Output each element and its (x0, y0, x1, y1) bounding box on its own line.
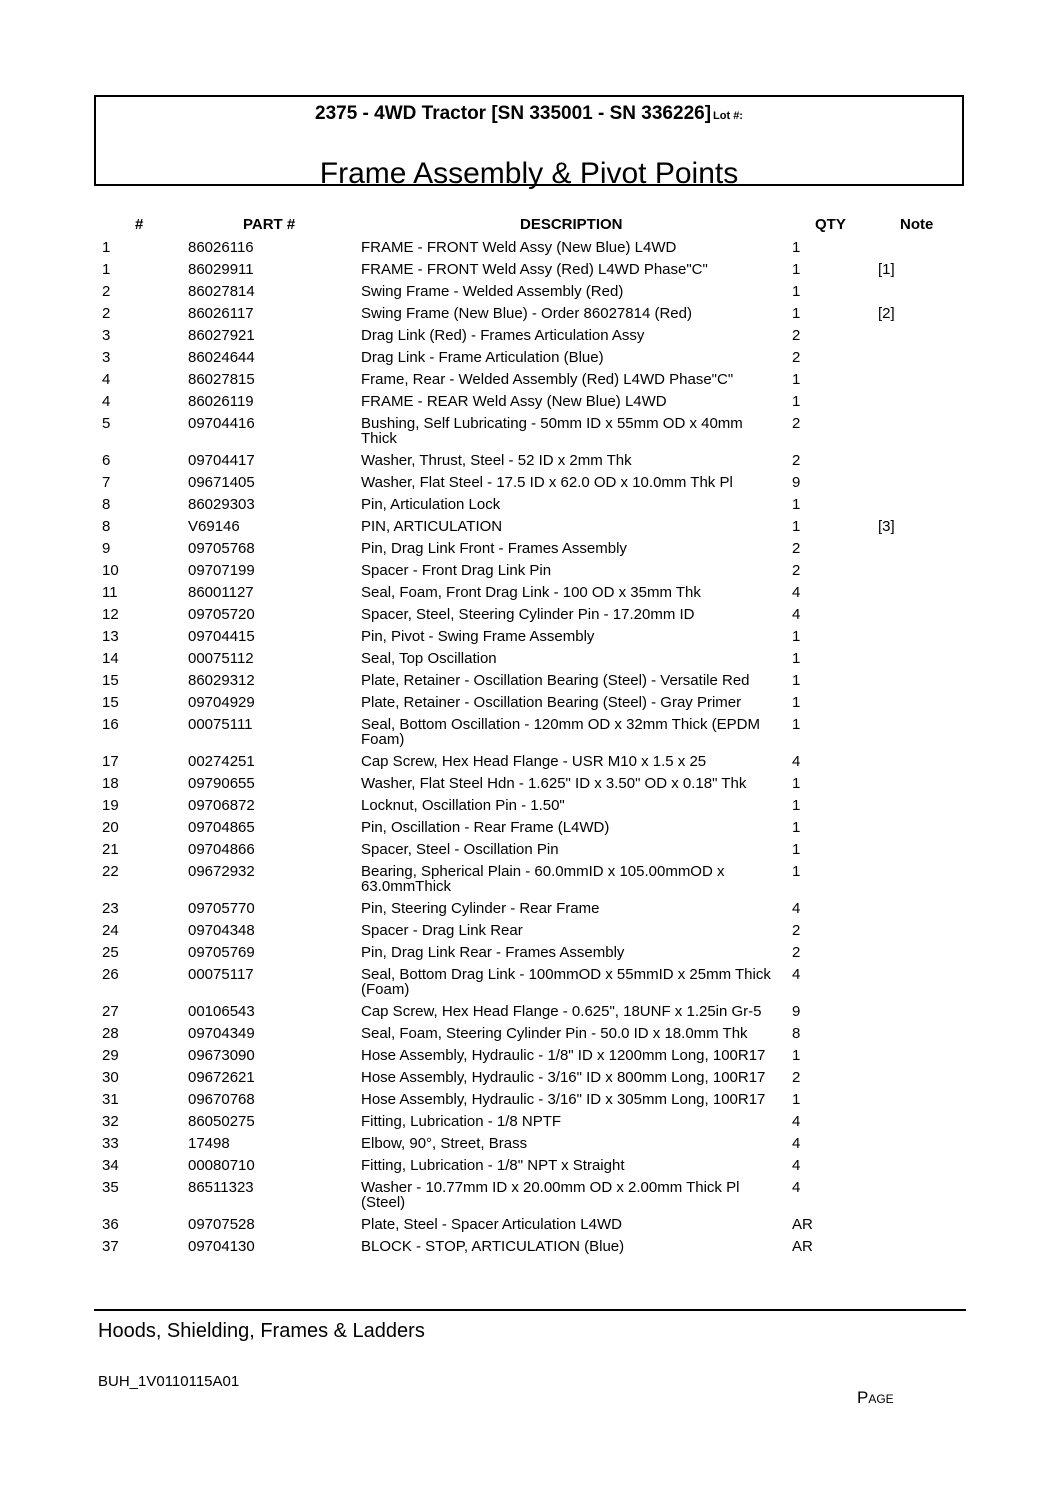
table-row (0, 539, 1060, 561)
quantity: 9 (792, 1003, 801, 1020)
quantity: 1 (792, 863, 801, 880)
table-row (0, 1002, 1060, 1024)
item-number: 22 (102, 863, 119, 880)
header-box (94, 95, 964, 190)
description: Seal, Top Oscillation (361, 650, 497, 667)
column-header-part: PART # (243, 216, 296, 233)
item-number: 25 (102, 944, 119, 961)
quantity: 1 (792, 672, 801, 689)
description: Swing Frame (New Blue) - Order 86027814 (Red) (361, 305, 692, 322)
table-row (0, 796, 1060, 818)
column-header-description: DESCRIPTION (520, 216, 623, 233)
quantity: 1 (792, 239, 801, 256)
description: Drag Link - Frame Articulation (Blue) (361, 349, 604, 366)
part-number: 09705770 (188, 900, 255, 917)
page-label: Page (857, 1388, 894, 1407)
part-number: 86050275 (188, 1113, 255, 1130)
part-number: 09706872 (188, 797, 255, 814)
description: Pin, Drag Link Front - Frames Assembly (361, 540, 627, 557)
part-number: 00075111 (188, 716, 253, 733)
table-row (0, 627, 1060, 649)
description: Pin, Drag Link Rear - Frames Assembly (361, 944, 625, 961)
part-number: 00075112 (188, 650, 254, 667)
part-number: 09704349 (188, 1025, 255, 1042)
item-number: 18 (102, 775, 119, 792)
description: Frame, Rear - Welded Assembly (Red) L4WD Phase"C" (361, 371, 734, 388)
model-serial-title: 2375 - 4WD Tractor [SN 335001 - SN 336226] (315, 103, 712, 124)
quantity: 1 (792, 819, 801, 836)
quantity: 4 (792, 1113, 801, 1130)
quantity: 2 (792, 415, 801, 432)
item-number: 3 (102, 349, 111, 366)
item-number: 27 (102, 1003, 119, 1020)
table-row (0, 304, 1060, 326)
table-row (0, 1090, 1060, 1112)
item-number: 30 (102, 1069, 119, 1086)
table-row (0, 282, 1060, 304)
note: [3] (878, 518, 895, 535)
quantity: 4 (792, 1157, 801, 1174)
part-number: 86027921 (188, 327, 255, 344)
part-number: 09704415 (188, 628, 255, 645)
description: Hose Assembly, Hydraulic - 3/16" ID x 305mm Long, 100R17 (361, 1091, 766, 1108)
description: Spacer, Steel, Steering Cylinder Pin - 17.20mm ID (361, 606, 695, 623)
quantity: 2 (792, 540, 801, 557)
table-row (0, 451, 1060, 473)
item-number: 35 (102, 1179, 119, 1196)
quantity: 1 (792, 650, 801, 667)
item-number: 12 (102, 606, 119, 623)
part-number: 86029303 (188, 496, 255, 513)
quantity: 1 (792, 628, 801, 645)
table-row (0, 1134, 1060, 1156)
quantity: 2 (792, 1069, 801, 1086)
description: Drag Link (Red) - Frames Articulation Assy (361, 327, 645, 344)
table-row (0, 921, 1060, 943)
quantity: 2 (792, 327, 801, 344)
parts-table (0, 238, 1060, 1259)
quantity: 4 (792, 753, 801, 770)
item-number: 9 (102, 540, 111, 557)
column-header-qty: QTY (815, 216, 846, 233)
quantity: 1 (792, 261, 801, 278)
item-number: 15 (102, 694, 119, 711)
description: Washer, Flat Steel - 17.5 ID x 62.0 OD x 10.0mm Thk Pl (361, 474, 733, 491)
item-number: 1 (102, 239, 111, 256)
part-number: 00080710 (188, 1157, 255, 1174)
part-number: 17498 (188, 1135, 230, 1152)
table-row (0, 818, 1060, 840)
item-number: 4 (102, 393, 111, 410)
item-number: 4 (102, 371, 111, 388)
table-row (0, 965, 1060, 1002)
item-number: 23 (102, 900, 119, 917)
footer-divider (94, 1309, 966, 1311)
item-number: 17 (102, 753, 119, 770)
description: FRAME - FRONT Weld Assy (New Blue) L4WD (361, 239, 677, 256)
part-number: 00106543 (188, 1003, 255, 1020)
item-number: 28 (102, 1025, 119, 1042)
table-row (0, 238, 1060, 260)
item-number: 2 (102, 305, 111, 322)
table-row (0, 840, 1060, 862)
table-row (0, 774, 1060, 796)
description: Pin, Steering Cylinder - Rear Frame (361, 900, 600, 917)
item-number: 26 (102, 966, 119, 983)
part-number: 86026117 (188, 305, 254, 322)
part-number: 86026116 (188, 239, 254, 256)
part-number: 86001127 (188, 584, 254, 601)
part-number: 09672932 (188, 863, 255, 880)
table-row (0, 752, 1060, 774)
item-number: 34 (102, 1157, 119, 1174)
part-number: 00075117 (188, 966, 254, 983)
table-row (0, 1215, 1060, 1237)
quantity: 1 (792, 841, 801, 858)
item-number: 16 (102, 716, 119, 733)
part-number: 09790655 (188, 775, 255, 792)
description: Elbow, 90°, Street, Brass (361, 1135, 528, 1152)
table-row (0, 862, 1060, 899)
column-header-note: Note (900, 216, 934, 233)
part-number: 09705769 (188, 944, 255, 961)
part-number: 86511323 (188, 1179, 254, 1196)
description: Spacer - Drag Link Rear (361, 922, 523, 939)
description: Bushing, Self Lubricating - 50mm ID x 55mm OD x 40mm Thick (361, 415, 743, 447)
part-number: 09671405 (188, 474, 255, 491)
description: Seal, Bottom Oscillation - 120mm OD x 32mm Thick (EPDM Foam) (361, 716, 760, 748)
part-number: 86029911 (188, 261, 254, 278)
description: Swing Frame - Welded Assembly (Red) (361, 283, 624, 300)
description: Hose Assembly, Hydraulic - 1/8" ID x 1200mm Long, 100R17 (361, 1047, 766, 1064)
table-row (0, 495, 1060, 517)
part-number: 09673090 (188, 1047, 255, 1064)
table-row (0, 517, 1060, 539)
item-number: 10 (102, 562, 119, 579)
quantity: 1 (792, 775, 801, 792)
item-number: 36 (102, 1216, 119, 1233)
description: PIN, ARTICULATION (361, 518, 503, 535)
part-number: 09705720 (188, 606, 255, 623)
quantity: 1 (792, 716, 801, 733)
item-number: 19 (102, 797, 119, 814)
item-number: 21 (102, 841, 119, 858)
quantity: 4 (792, 900, 801, 917)
quantity: 2 (792, 452, 801, 469)
quantity: 2 (792, 922, 801, 939)
table-row (0, 561, 1060, 583)
part-number: 09704416 (188, 415, 255, 432)
item-number: 5 (102, 415, 111, 432)
description: Fitting, Lubrication - 1/8" NPT x Straight (361, 1157, 625, 1174)
item-number: 8 (102, 496, 111, 513)
table-row (0, 943, 1060, 965)
part-number: 09704865 (188, 819, 255, 836)
table-row (0, 1112, 1060, 1134)
item-number: 7 (102, 474, 111, 491)
part-number: 09704130 (188, 1238, 255, 1255)
table-row (0, 414, 1060, 451)
table-row (0, 1024, 1060, 1046)
quantity: 2 (792, 944, 801, 961)
table-row (0, 715, 1060, 752)
part-number: 86024644 (188, 349, 255, 366)
quantity: 1 (792, 518, 801, 535)
item-number: 29 (102, 1047, 119, 1064)
item-number: 32 (102, 1113, 119, 1130)
part-number: 09704929 (188, 694, 255, 711)
description: Spacer - Front Drag Link Pin (361, 562, 552, 579)
table-row (0, 583, 1060, 605)
part-number: 09707199 (188, 562, 255, 579)
part-number: 86029312 (188, 672, 255, 689)
part-number: 09707528 (188, 1216, 255, 1233)
note: [1] (878, 261, 895, 278)
table-row (0, 1046, 1060, 1068)
quantity: 2 (792, 562, 801, 579)
quantity: 1 (792, 797, 801, 814)
quantity: 1 (792, 1091, 801, 1108)
table-row (0, 1156, 1060, 1178)
quantity: AR (792, 1238, 813, 1255)
part-number: 00274251 (188, 753, 255, 770)
table-row (0, 899, 1060, 921)
quantity: 1 (792, 393, 801, 410)
quantity: 1 (792, 496, 801, 513)
quantity: 2 (792, 349, 801, 366)
column-header-number: # (135, 216, 144, 233)
quantity: 1 (792, 283, 801, 300)
quantity: 4 (792, 966, 801, 983)
item-number: 15 (102, 672, 119, 689)
quantity: 1 (792, 305, 801, 322)
lot-number-label: Lot #: (713, 110, 743, 122)
note: [2] (878, 305, 895, 322)
item-number: 37 (102, 1238, 119, 1255)
description: Washer - 10.77mm ID x 20.00mm OD x 2.00mm Thick Pl (Steel) (361, 1179, 740, 1211)
description: FRAME - REAR Weld Assy (New Blue) L4WD (361, 393, 667, 410)
quantity: 4 (792, 584, 801, 601)
item-number: 11 (102, 584, 118, 601)
item-number: 20 (102, 819, 119, 836)
part-number: 86026119 (188, 393, 254, 410)
table-row (0, 392, 1060, 414)
quantity: 4 (792, 606, 801, 623)
item-number: 3 (102, 327, 111, 344)
description: Plate, Retainer - Oscillation Bearing (Steel) - Versatile Red (361, 672, 750, 689)
table-row (0, 473, 1060, 495)
quantity: 1 (792, 1047, 801, 1064)
description: Locknut, Oscillation Pin - 1.50" (361, 797, 565, 814)
table-row (0, 326, 1060, 348)
document-title (96, 103, 962, 125)
quantity: 9 (792, 474, 801, 491)
description: Hose Assembly, Hydraulic - 3/16" ID x 800mm Long, 100R17 (361, 1069, 766, 1086)
description: Bearing, Spherical Plain - 60.0mmID x 105.00mmOD x 63.0mmThick (361, 863, 725, 895)
description: Fitting, Lubrication - 1/8 NPTF (361, 1113, 562, 1130)
table-row (0, 1068, 1060, 1090)
quantity: 1 (792, 371, 801, 388)
part-number: 09670768 (188, 1091, 255, 1108)
description: Seal, Foam, Front Drag Link - 100 OD x 35mm Thk (361, 584, 701, 601)
description: Washer, Flat Steel Hdn - 1.625" ID x 3.50" OD x 0.18" Thk (361, 775, 747, 792)
description: Pin, Pivot - Swing Frame Assembly (361, 628, 595, 645)
part-number: 86027815 (188, 371, 255, 388)
description: Cap Screw, Hex Head Flange - USR M10 x 1.5 x 25 (361, 753, 707, 770)
quantity: 1 (792, 694, 801, 711)
table-row (0, 370, 1060, 392)
description: Pin, Articulation Lock (361, 496, 501, 513)
part-number: 09704348 (188, 922, 255, 939)
item-number: 1 (102, 261, 111, 278)
description: Washer, Thrust, Steel - 52 ID x 2mm Thk (361, 452, 632, 469)
part-number: 09704866 (188, 841, 255, 858)
table-row (0, 1237, 1060, 1259)
table-row (0, 1178, 1060, 1215)
part-number: 09705768 (188, 540, 255, 557)
description: Pin, Oscillation - Rear Frame (L4WD) (361, 819, 610, 836)
description: FRAME - FRONT Weld Assy (Red) L4WD Phase"C" (361, 261, 708, 278)
quantity: 8 (792, 1025, 801, 1042)
item-number: 33 (102, 1135, 119, 1152)
item-number: 6 (102, 452, 111, 469)
part-number: 09672621 (188, 1069, 255, 1086)
table-row (0, 693, 1060, 715)
quantity: 4 (792, 1135, 801, 1152)
item-number: 31 (102, 1091, 119, 1108)
description: Plate, Retainer - Oscillation Bearing (Steel) - Gray Primer (361, 694, 742, 711)
item-number: 14 (102, 650, 119, 667)
section-name: Hoods, Shielding, Frames & Ladders (98, 1320, 425, 1342)
table-row (0, 671, 1060, 693)
part-number: 09704417 (188, 452, 255, 469)
table-row (0, 348, 1060, 370)
description: Seal, Foam, Steering Cylinder Pin - 50.0 ID x 18.0mm Thk (361, 1025, 748, 1042)
page-title: Frame Assembly & Pivot Points (319, 157, 739, 190)
description: Cap Screw, Hex Head Flange - 0.625", 18UNF x 1.25in Gr-5 (361, 1003, 762, 1020)
document-code: BUH_1V0110115A01 (98, 1373, 240, 1390)
description: BLOCK - STOP, ARTICULATION (Blue) (361, 1238, 625, 1255)
table-row (0, 605, 1060, 627)
description: Plate, Steel - Spacer Articulation L4WD (361, 1216, 622, 1233)
quantity: AR (792, 1216, 813, 1233)
description: Seal, Bottom Drag Link - 100mmOD x 55mmID x 25mm Thick (Foam) (361, 966, 771, 998)
part-number: 86027814 (188, 283, 255, 300)
item-number: 2 (102, 283, 111, 300)
item-number: 8 (102, 518, 111, 535)
item-number: 13 (102, 628, 119, 645)
table-row (0, 260, 1060, 282)
description: Spacer, Steel - Oscillation Pin (361, 841, 559, 858)
table-row (0, 649, 1060, 671)
item-number: 24 (102, 922, 119, 939)
part-number: V69146 (188, 518, 240, 535)
quantity: 4 (792, 1179, 801, 1196)
